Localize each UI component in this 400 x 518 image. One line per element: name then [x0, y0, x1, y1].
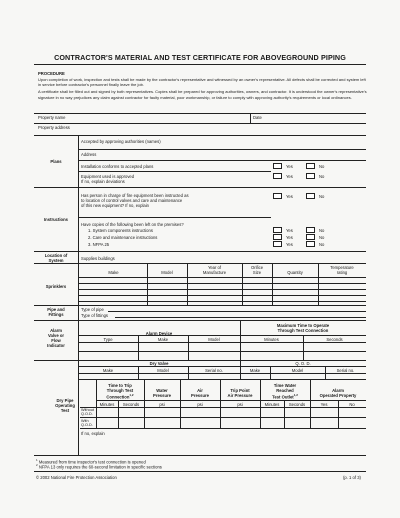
- rule: [284, 400, 285, 428]
- approved-no-checkbox[interactable]: [306, 173, 315, 179]
- alarm-label-line4: Indicator: [47, 343, 65, 348]
- dry-serial-header: Serial no.: [205, 368, 223, 373]
- no-label: No: [319, 228, 325, 233]
- sprinklers-section-label: Sprinklers: [45, 284, 67, 289]
- rule: [34, 320, 366, 321]
- rule: [78, 277, 366, 278]
- rule: [180, 379, 181, 428]
- footnote-1-text: Measured from time inspector's test connection is opened: [38, 459, 146, 465]
- yes-label: Yes: [286, 194, 293, 199]
- orifice-header-line1: Orifice: [250, 265, 264, 270]
- alarm-minutes-header: Minutes: [264, 337, 279, 342]
- rule: [147, 263, 148, 305]
- pipe-label-line1: Pipe and: [47, 307, 65, 312]
- rule: [34, 305, 366, 306]
- rule: [310, 379, 311, 428]
- rule: [138, 335, 139, 360]
- dry-pipe-label-line2: Operating: [55, 403, 75, 408]
- dry-pipe-label-line1: Dry Pipe: [56, 398, 74, 403]
- yes-label: Yes: [286, 242, 293, 247]
- procedure-paragraph-2: A certificate shall be filled out and signed by both representatives. Copies shall be prepared for approving authorities, owners, and contractor. It is understood the owner's representative's signature in no way prejudices any claim against contractor for faulty material, poor workmanship, or failure to comply with approving authority's requirements or local ordinances.: [38, 89, 367, 100]
- time-water-header-line3-text: Test Outlet: [272, 394, 294, 400]
- rule: [96, 379, 97, 428]
- rule: [78, 379, 366, 380]
- item3-no-checkbox[interactable]: [306, 241, 315, 247]
- with-qod-line1: With: [81, 419, 89, 423]
- rule: [260, 379, 261, 428]
- rule: [78, 289, 366, 290]
- air-header-line2: Pressure: [191, 393, 209, 398]
- rule: [78, 342, 366, 343]
- trip-header-line2: Through Test: [106, 388, 134, 393]
- alarm-make-header: Make: [157, 337, 169, 342]
- procedure-heading: PROCEDURE: [38, 71, 65, 76]
- copies-item-2: 2. Care and maintenance instructions: [88, 235, 158, 240]
- rule: [78, 351, 366, 352]
- air-header-line1: Air: [197, 388, 203, 393]
- rule: [78, 283, 366, 284]
- rule: [188, 335, 189, 360]
- sprinkler-model-header: Model: [161, 270, 173, 275]
- instructed-yes-checkbox[interactable]: [273, 193, 282, 199]
- dry-make-header: Make: [102, 368, 114, 373]
- max-time-header-line1: Maximum Time to Operate: [276, 323, 330, 328]
- rule: [115, 317, 366, 318]
- alarm-type-header: Type: [103, 337, 113, 342]
- item2-yes-checkbox[interactable]: [273, 234, 282, 240]
- rule: [78, 335, 366, 336]
- conforms-question: Installation conforms to accepted plans: [81, 164, 154, 169]
- trip-point-header-line2: Air Pressure: [227, 393, 253, 398]
- location-label-line2: System: [48, 258, 64, 263]
- copies-item-3: 3. NFPA 25: [88, 242, 110, 247]
- rule: [338, 400, 339, 428]
- alarm-label-line3: Flow: [51, 338, 61, 343]
- rule: [34, 263, 366, 264]
- rule: [272, 263, 273, 305]
- no-label: No: [319, 194, 325, 199]
- rule: [240, 360, 241, 379]
- dry-valve-header: Dry Valve: [149, 361, 169, 366]
- no-label: No: [319, 164, 325, 169]
- rule: [118, 400, 119, 428]
- rule: [78, 171, 271, 172]
- procedure-text: [38, 77, 368, 100]
- outlet-minutes-header: Minutes: [264, 402, 280, 407]
- water-header-line2: Pressure: [153, 393, 171, 398]
- approved-yes-checkbox[interactable]: [273, 173, 282, 179]
- rule: [240, 320, 241, 360]
- yes-label: Yes: [286, 228, 293, 233]
- approved-question: Equipment used is approved: [81, 174, 135, 179]
- copyright: © 2002 National Fire Protection Association: [36, 475, 117, 480]
- temp-header-line2: rating: [336, 270, 348, 275]
- year-header-line2: Manufacture: [202, 270, 227, 275]
- qod-serial-header: Serial no.: [336, 368, 355, 373]
- qod-make-header: Make: [249, 368, 261, 373]
- trip-point-header-line1: Trip Point: [230, 388, 250, 393]
- supplies-buildings-label: Supplies buildings: [81, 256, 115, 261]
- no-label: No: [319, 235, 325, 240]
- type-of-pipe-label: Type of pipe: [81, 307, 104, 312]
- footnote-2: $^2$ NFPA 13 only requires the 60-second limitation in specific sections: [36, 463, 162, 470]
- no-label: No: [319, 174, 325, 179]
- copies-question: Have copies of the following been left on the premises?: [81, 222, 184, 227]
- footnote-1: $^1$ Measured from time inspector's test connection is opened: [36, 458, 146, 465]
- rule: [220, 379, 221, 428]
- rule: [80, 428, 366, 429]
- trip-header-line1: Time to Trip: [108, 383, 132, 388]
- pipe-label-line2: Fittings: [48, 312, 64, 317]
- rule: [34, 251, 366, 252]
- alarm-model-header: Model: [208, 337, 220, 342]
- rule: [318, 263, 319, 305]
- dry-explain-label: If no, explain: [81, 431, 105, 436]
- quantity-header: Quantity: [287, 270, 303, 275]
- rule: [78, 366, 366, 367]
- dry-pipe-label-line3: Test: [60, 408, 70, 413]
- orifice-header-line2: Size: [252, 270, 262, 275]
- water-header-line1: Water: [156, 388, 168, 393]
- max-time-header-line2: Through Test Connection: [277, 328, 329, 333]
- no-label: No: [319, 242, 325, 247]
- item1-yes-checkbox[interactable]: [273, 227, 282, 233]
- copies-item-1: 1. System components instructions: [88, 228, 153, 233]
- instructed-question-line2: to location of control valves and care and maintenance: [81, 198, 183, 203]
- alarm-device-header: Alarm Device: [145, 331, 173, 336]
- rule: [96, 400, 366, 401]
- rule: [34, 113, 366, 114]
- rule: [78, 160, 366, 161]
- alarm-seconds-header: Seconds: [326, 337, 343, 342]
- footnote-2-text: NFPA 13 only requires the 60-second limitation in specific sections: [38, 464, 162, 470]
- rule: [108, 311, 366, 312]
- rule: [78, 295, 366, 296]
- time-water-header-line1: Time Water: [273, 383, 297, 388]
- trip-header-line3-text: Connection: [106, 394, 130, 400]
- procedure-paragraph-1: Upon completion of work, inspection and tests shall be made by the contractor's representative and witnessed by an owner's representative. All defects shall be corrected and system left in service before contractor's personnel finally leave the job.: [38, 77, 366, 88]
- type-of-fittings-label: Type of fittings: [81, 313, 108, 318]
- rule: [78, 149, 366, 150]
- trip-seconds-header: Seconds: [122, 402, 140, 407]
- rule: [80, 407, 366, 408]
- rule: [34, 135, 366, 136]
- rule: [34, 123, 366, 124]
- dry-model-header: Model: [157, 368, 169, 373]
- rule: [303, 335, 304, 360]
- item1-no-checkbox[interactable]: [306, 227, 315, 233]
- rule: [78, 217, 271, 218]
- yes-label: Yes: [286, 235, 293, 240]
- yes-label: Yes: [286, 174, 293, 179]
- rule: [187, 263, 188, 305]
- item3-yes-checkbox[interactable]: [273, 241, 282, 247]
- time-water-header-line2: Reached: [276, 388, 294, 393]
- instructions-section-label: Instructions: [44, 217, 68, 222]
- title-rule: [34, 64, 366, 65]
- outlet-seconds-header: Seconds: [288, 402, 306, 407]
- without-qod-line1: Without: [81, 408, 94, 412]
- rule: [34, 471, 366, 472]
- water-psi-header: psi: [159, 402, 165, 407]
- property-name-label: Property name: [38, 115, 66, 120]
- address-label: Address: [81, 152, 97, 157]
- alarm-no-header: No: [349, 402, 355, 407]
- trip-header-line3: [96, 393, 144, 399]
- outlet-footnote-ref: 1,2: [293, 393, 298, 397]
- alarm-label-line1: Alarm: [50, 328, 62, 333]
- plans-section-label: Plans: [50, 159, 62, 164]
- location-label-line1: Location of: [44, 253, 68, 258]
- instructed-question-line3: of this new equipment? If no, explain: [81, 203, 149, 208]
- conforms-yes-checkbox[interactable]: [273, 163, 282, 169]
- conforms-no-checkbox[interactable]: [306, 163, 315, 169]
- alarm-operated-header-line2: Operated Property: [319, 393, 357, 398]
- trip-psi-header: psi: [237, 402, 243, 407]
- rule: [34, 455, 366, 456]
- document-title: CONTRACTOR'S MATERIAL AND TEST CERTIFICATE FOR ABOVEGROUND PIPING: [54, 53, 346, 62]
- property-address-label: Property address: [38, 125, 70, 130]
- yes-label: Yes: [286, 164, 293, 169]
- rule: [242, 263, 243, 305]
- alarm-label-line2: Valve or: [47, 333, 65, 338]
- rule: [250, 113, 251, 123]
- item2-no-checkbox[interactable]: [306, 234, 315, 240]
- sprinkler-make-header: Make: [108, 270, 119, 275]
- rule: [144, 379, 145, 428]
- rule: [78, 373, 366, 374]
- instructed-no-checkbox[interactable]: [306, 193, 315, 199]
- instructed-question-line1: Has person in charge of fire equipment been instructed as: [81, 193, 189, 198]
- qod-model-header: Model: [291, 368, 304, 373]
- temp-header-line1: Temperature: [330, 265, 354, 270]
- rule: [80, 417, 366, 418]
- page-number: (p. 1 of 3): [343, 475, 361, 480]
- with-qod-line2: Q.O.D.: [81, 423, 93, 427]
- rule: [78, 301, 366, 302]
- time-water-header-line3: [260, 393, 310, 399]
- date-label: Date: [253, 115, 262, 120]
- rule: [34, 187, 366, 188]
- alarm-operated-header-line1: Alarm: [332, 388, 344, 393]
- qod-header: Q. O. D.: [295, 361, 311, 366]
- alarm-yes-header: Yes: [320, 402, 328, 407]
- trip-minutes-header: Minutes: [99, 402, 115, 407]
- deviations-label: If no, explain deviations: [81, 179, 125, 184]
- year-header-line1: Year of: [207, 265, 222, 270]
- without-qod-line2: Q.O.D.: [81, 412, 93, 416]
- air-psi-header: psi: [197, 402, 203, 407]
- accepted-by-label: Accepted by approving authorities (names): [81, 139, 161, 144]
- trip-footnote-ref: 1,2: [129, 393, 134, 397]
